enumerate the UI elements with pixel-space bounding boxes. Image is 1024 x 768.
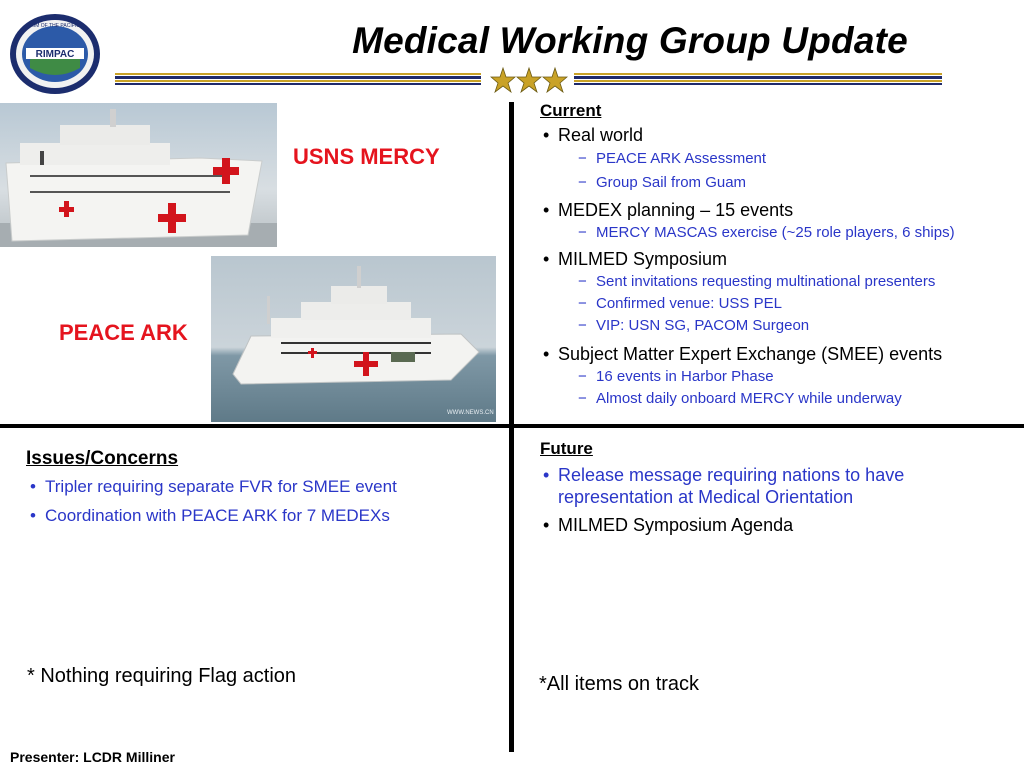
page-title: Medical Working Group Update [352,20,908,61]
future-footnote: *All items on track [539,673,700,695]
current-item: • Subject Matter Expert Exchange (SMEE) events [558,343,1020,365]
future-heading: Future [540,439,593,458]
current-subitem: − VIP: USN SG, PACOM Surgeon [596,316,1020,336]
rimpac-seal-icon [8,12,102,96]
issues-item: • Coordination with PEACE ARK for 7 MEDEXs [45,505,496,527]
three-stars-icon [490,66,568,94]
current-subitem: − 16 events in Harbor Phase [596,367,1020,387]
current-item: • MILMED Symposium [558,248,1020,270]
peace-ark-label: PEACE ARK [59,320,188,345]
future-item: • MILMED Symposium Agenda [558,514,1010,536]
current-subitem: − Almost daily onboard MERCY while underway [596,389,1020,409]
peace-ark-ship-image [211,256,496,422]
current-subitem: − Sent invitations requesting multinational presenters [596,272,1020,292]
current-heading: Current [540,101,602,120]
horizontal-divider [0,424,1024,428]
issues-section [26,448,496,527]
current-subitem: − Confirmed venue: USS PEL [596,294,1020,314]
presenter-credit: Presenter: LCDR Milliner [10,749,175,765]
mercy-ship-image [0,103,277,247]
current-subitem: − Group Sail from Guam [596,173,1020,193]
mercy-label: USNS MERCY [293,144,440,169]
header-rule-right [574,73,942,89]
issues-heading: Issues/Concerns [26,448,179,469]
header-rule-left [115,73,481,89]
future-item: • Release message requiring nations to have representation at Medical Orientation [558,464,958,508]
current-item: • Real world [558,124,1020,146]
current-section [540,101,1020,409]
current-subitem: − MERCY MASCAS exercise (~25 role players, 6 ships) [596,223,1020,243]
current-item: • MEDEX planning – 15 events [558,199,1020,221]
logo-text: RIMPAC [35,49,75,60]
future-section [540,439,1010,536]
issues-item: • Tripler requiring separate FVR for SMEE event [45,476,496,498]
ark-watermark: WWW.NEWS.CN [447,410,494,416]
issues-footnote: * Nothing requiring Flag action [27,665,297,687]
logo-ring-text: RIM OF THE PACIFIC [30,23,80,29]
current-subitem: − PEACE ARK Assessment [596,149,1020,169]
